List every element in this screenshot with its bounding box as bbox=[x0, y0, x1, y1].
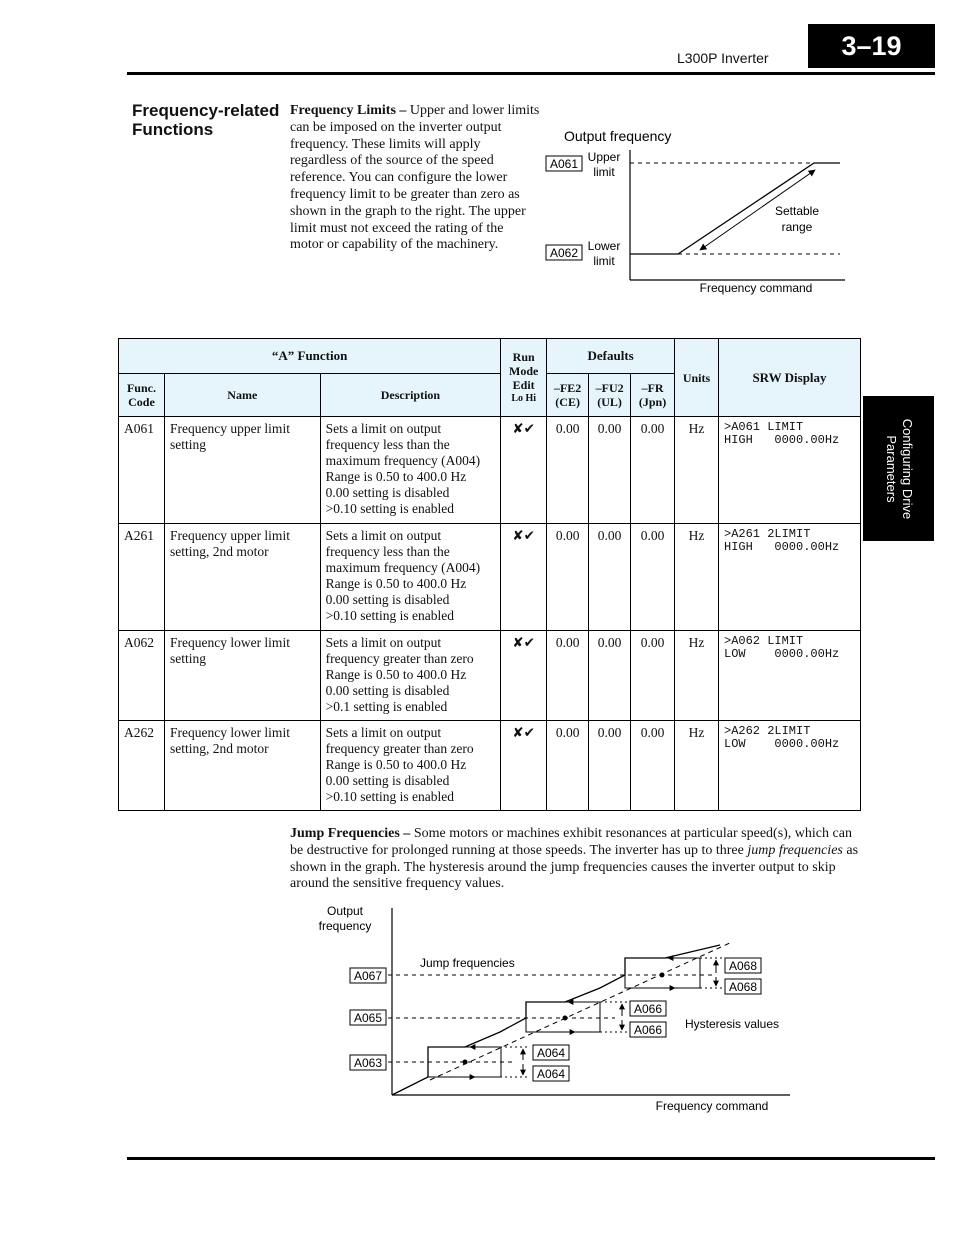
srw-line: LOW 0000.00Hz bbox=[724, 737, 840, 751]
graph1-title: Output frequency bbox=[564, 128, 672, 144]
srw-line: >A061 LIMIT bbox=[724, 420, 804, 434]
cell-run-mode-edit: ✘✔ bbox=[501, 524, 547, 631]
cell-fe2: 0.00 bbox=[547, 417, 589, 524]
th-fu2 bbox=[589, 374, 631, 417]
cell-fe2: 0.00 bbox=[547, 524, 589, 631]
cell-fe2: 0.00 bbox=[547, 721, 589, 811]
para1-lead: Frequency Limits – bbox=[290, 103, 407, 118]
table-header-row-1 bbox=[119, 339, 861, 374]
graph1-upper-label-1: Upper bbox=[587, 150, 621, 164]
para2-italic: jump frequencies bbox=[747, 842, 843, 858]
desc-line: frequency greater than zero bbox=[325, 741, 474, 756]
a068a-label: A068 bbox=[728, 959, 758, 973]
th-fu2-2: (UL) bbox=[597, 395, 622, 409]
para2-text2: as shown in the graph. The hysteresis around the jump frequencies causes the inverter output to skip around the sensitive frequency values. bbox=[290, 842, 859, 892]
cell-description bbox=[320, 417, 501, 524]
cell-units: Hz bbox=[675, 721, 719, 811]
a068b-label: A068 bbox=[728, 980, 758, 994]
a064a-label: A064 bbox=[536, 1046, 566, 1060]
cell-run-mode-edit: ✘✔ bbox=[501, 417, 547, 524]
a063-label: A063 bbox=[353, 1056, 383, 1070]
desc-line: 0.00 setting is disabled bbox=[325, 773, 450, 788]
graph2-ylabel-1: Output bbox=[326, 904, 364, 918]
a065-label: A065 bbox=[353, 1011, 383, 1025]
jump-point-3 bbox=[660, 973, 665, 978]
th-fr bbox=[631, 374, 675, 417]
th-units: Units bbox=[675, 339, 719, 417]
frequency-limits-graph bbox=[540, 120, 850, 300]
cell-fr: 0.00 bbox=[631, 721, 675, 811]
graph2-xlabel: Frequency command bbox=[655, 1099, 769, 1113]
jump-point-2 bbox=[563, 1016, 568, 1021]
a066a-label: A066 bbox=[633, 1002, 663, 1016]
jump-point-1 bbox=[463, 1060, 468, 1065]
jump-frequencies-graph bbox=[300, 900, 820, 1120]
th-fu2-1: –FU2 bbox=[595, 381, 624, 395]
th-fe2-1: –FE2 bbox=[553, 381, 582, 395]
page-number: 3–19 bbox=[808, 24, 935, 68]
side-tab-line1: Configuring Drive bbox=[899, 418, 915, 519]
cell-fu2: 0.00 bbox=[589, 631, 631, 721]
desc-line: 0.00 setting is disabled bbox=[325, 592, 450, 607]
cell-fr: 0.00 bbox=[631, 417, 675, 524]
graph1-xlabel: Frequency command bbox=[699, 281, 813, 295]
cell-run-mode-edit: ✘✔ bbox=[501, 631, 547, 721]
th-a-function: “A” Function bbox=[119, 339, 501, 374]
cell-name: Frequency upper limit setting bbox=[164, 417, 320, 524]
side-tab-line2: Parameters bbox=[883, 434, 899, 503]
a066b-label: A066 bbox=[633, 1023, 663, 1037]
th-run-mode-2: Mode bbox=[509, 363, 539, 378]
header-title: L300P Inverter bbox=[677, 50, 769, 66]
para2-lead: Jump Frequencies – bbox=[290, 826, 411, 841]
graph1-settable-2: range bbox=[781, 220, 813, 234]
desc-line: 0.00 setting is disabled bbox=[325, 485, 450, 500]
desc-line: >0.10 setting is enabled bbox=[325, 608, 454, 623]
graph1-upper-label-2: limit bbox=[593, 165, 615, 179]
cell-code: A261 bbox=[119, 524, 165, 631]
cell-description bbox=[320, 524, 501, 631]
cell-srw bbox=[719, 721, 861, 811]
table-row bbox=[119, 721, 861, 811]
th-func-code bbox=[119, 374, 165, 417]
cell-fe2: 0.00 bbox=[547, 631, 589, 721]
desc-line: Range is 0.50 to 400.0 Hz bbox=[325, 667, 467, 682]
cell-run-mode-edit: ✘✔ bbox=[501, 721, 547, 811]
th-fr-1: –FR bbox=[641, 381, 664, 395]
cell-name: Frequency upper limit setting, 2nd motor bbox=[164, 524, 320, 631]
desc-line: 0.00 setting is disabled bbox=[325, 683, 450, 698]
th-run-mode-3: Edit bbox=[512, 377, 535, 392]
table-row bbox=[119, 417, 861, 524]
cell-name: Frequency lower limit setting, 2nd motor bbox=[164, 721, 320, 811]
th-fe2-2: (CE) bbox=[555, 395, 580, 409]
desc-line: frequency less than the bbox=[325, 544, 450, 559]
desc-line: maximum frequency (A004) bbox=[325, 560, 481, 575]
desc-line: Range is 0.50 to 400.0 Hz bbox=[325, 576, 467, 591]
para1-text: Upper and lower limits can be imposed on the inverter output frequency. These limits will apply regardless of the source of the speed reference. You can configure the lower frequency limit to be greater than zero as shown in the graph to the right. The upper limit must not exceed the rating of the motor or capability of the machinery. bbox=[290, 103, 540, 253]
desc-line: Sets a limit on output bbox=[325, 421, 442, 436]
th-fr-2: (Jpn) bbox=[638, 395, 667, 409]
th-fe2 bbox=[547, 374, 589, 417]
table-row bbox=[119, 631, 861, 721]
header-rule bbox=[127, 72, 935, 75]
cell-code: A061 bbox=[119, 417, 165, 524]
cell-fu2: 0.00 bbox=[589, 417, 631, 524]
section-heading: Frequency-related Functions bbox=[132, 101, 280, 139]
graph2-hysteresis-label: Hysteresis values bbox=[685, 1017, 780, 1031]
graph1-lower-label-2: limit bbox=[593, 254, 615, 268]
cell-srw bbox=[719, 417, 861, 524]
desc-line: maximum frequency (A004) bbox=[325, 453, 481, 468]
cell-units: Hz bbox=[675, 631, 719, 721]
desc-line: frequency greater than zero bbox=[325, 651, 474, 666]
th-srw: SRW Display bbox=[719, 339, 861, 417]
graph1-lower-label-1: Lower bbox=[587, 239, 621, 253]
cell-fu2: 0.00 bbox=[589, 721, 631, 811]
frequency-limits-paragraph bbox=[290, 103, 540, 254]
graph1-lower-code: A062 bbox=[549, 246, 579, 260]
desc-line: Sets a limit on output bbox=[325, 528, 442, 543]
cell-name: Frequency lower limit setting bbox=[164, 631, 320, 721]
srw-line: HIGH 0000.00Hz bbox=[724, 540, 840, 554]
srw-line: >A262 2LIMIT bbox=[724, 724, 811, 738]
a067-label: A067 bbox=[353, 969, 383, 983]
cell-fr: 0.00 bbox=[631, 524, 675, 631]
th-func-code-2: Code bbox=[128, 395, 155, 409]
desc-line: Range is 0.50 to 400.0 Hz bbox=[325, 757, 467, 772]
th-defaults: Defaults bbox=[547, 339, 675, 374]
graph2-ylabel-2: frequency bbox=[318, 919, 372, 933]
cell-code: A262 bbox=[119, 721, 165, 811]
graph1-settable-1: Settable bbox=[774, 204, 820, 218]
th-func-code-1: Func. bbox=[126, 381, 156, 395]
cell-units: Hz bbox=[675, 417, 719, 524]
para2-text1: Some motors or machines exhibit resonances at particular speed(s), which can be destructive for prolonged running at those speeds. The inverter has up to three bbox=[290, 826, 852, 858]
a064b-label: A064 bbox=[536, 1067, 566, 1081]
srw-line: LOW 0000.00Hz bbox=[724, 647, 840, 661]
jump-frequencies-paragraph bbox=[290, 826, 860, 893]
th-run-mode bbox=[501, 339, 547, 417]
a-function-table bbox=[118, 338, 861, 811]
cell-units: Hz bbox=[675, 524, 719, 631]
srw-line: >A062 LIMIT bbox=[724, 634, 804, 648]
table-row bbox=[119, 524, 861, 631]
srw-line: >A261 2LIMIT bbox=[724, 527, 811, 541]
cell-description bbox=[320, 721, 501, 811]
desc-line: >0.1 setting is enabled bbox=[325, 699, 448, 714]
desc-line: frequency less than the bbox=[325, 437, 450, 452]
th-run-mode-1: Run bbox=[512, 349, 535, 364]
graph2-jump-label: Jump frequencies bbox=[420, 956, 515, 970]
cell-code: A062 bbox=[119, 631, 165, 721]
cell-fr: 0.00 bbox=[631, 631, 675, 721]
srw-line: HIGH 0000.00Hz bbox=[724, 433, 840, 447]
cell-description bbox=[320, 631, 501, 721]
th-lo-hi: Lo Hi bbox=[511, 392, 537, 404]
cell-srw bbox=[719, 631, 861, 721]
desc-line: Sets a limit on output bbox=[325, 635, 442, 650]
desc-line: Range is 0.50 to 400.0 Hz bbox=[325, 469, 467, 484]
desc-line: >0.10 setting is enabled bbox=[325, 501, 454, 516]
graph1-upper-code: A061 bbox=[549, 157, 579, 171]
desc-line: >0.10 setting is enabled bbox=[325, 789, 454, 804]
th-description: Description bbox=[320, 374, 501, 417]
footer-rule bbox=[127, 1157, 935, 1160]
chapter-side-tab bbox=[863, 396, 934, 541]
cell-srw bbox=[719, 524, 861, 631]
th-name: Name bbox=[164, 374, 320, 417]
cell-fu2: 0.00 bbox=[589, 524, 631, 631]
desc-line: Sets a limit on output bbox=[325, 725, 442, 740]
